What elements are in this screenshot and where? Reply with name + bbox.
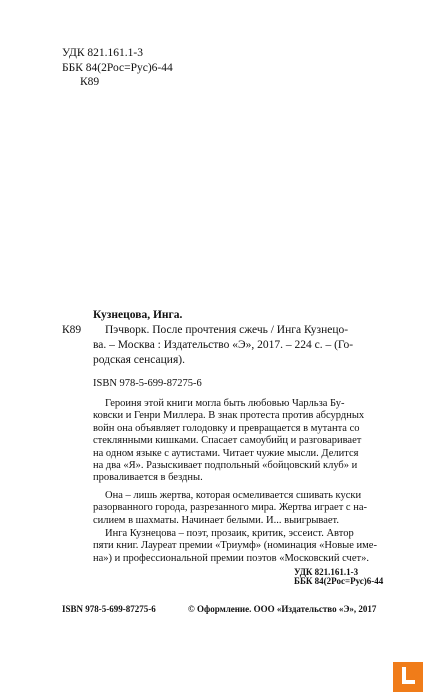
annotation-line: Инга Кузнецова – поэт, прозаик, критик, эссеист. Автор (105, 528, 354, 539)
annotation-line: Она – лишь жертва, которая осмеливается сшивать куски (105, 490, 362, 501)
udk-top: УДК 821.161.1-3 (62, 47, 143, 59)
footer-copyright: © Оформление. ООО «Издательство «Э», 2017 (188, 604, 377, 614)
annotation-line: проваливается в бездны. (93, 472, 203, 484)
footer-isbn: ISBN 978-5-699-87275-6 (62, 604, 156, 614)
annotation-line: разорванного города, разрезанного мира. Жертва играет с на- (93, 502, 367, 514)
annotation-line: на два «Я». Разыскивает подпольный «бойцовский клуб» и (93, 460, 358, 472)
annotation-line: Героиня этой книги могла быть любовью Чарльза Бу- (105, 398, 345, 409)
annotation-line: пяти книг. Лауреат премии «Триумф» (номинация «Новые име- (93, 540, 377, 552)
title-line: ва. – Москва : Издательство «Э», 2017. – 224 с. – (Го- (93, 339, 354, 351)
litres-logo-icon (393, 662, 423, 692)
udk-bottom: УДК 821.161.1-3 (294, 567, 359, 577)
title-line: Пэчворк. После прочтения сжечь / Инга Кузнецо- (105, 324, 349, 336)
card-isbn: ISBN 978-5-699-87275-6 (93, 378, 202, 389)
card-author-mark: К89 (62, 324, 82, 336)
annotation-line: на») и профессиональной премии поэтов «Московский счет». (93, 552, 369, 564)
annotation-paragraph-2 (93, 490, 405, 527)
card-author: Кузнецова, Инга. (93, 309, 183, 321)
author-mark-top: К89 (80, 76, 100, 88)
title-line: родская сенсация). (93, 354, 185, 366)
bbk-bottom: ББК 84(2Рос=Рус)6-44 (294, 576, 384, 586)
card-title-block (93, 323, 405, 368)
annotation-line: стеклянными кишками. Спасает самоубийц и разговаривает (93, 435, 362, 447)
bbk-top: ББК 84(2Рос=Рус)6-44 (62, 62, 173, 74)
annotation-line: ковски и Генри Миллера. В знак протеста против абсурдных (93, 410, 365, 422)
annotation-paragraph-3 (93, 528, 405, 565)
annotation-line: войн она объявляет голодовку и превращается в мутанта со (93, 422, 360, 434)
annotation-paragraph-1 (93, 398, 405, 485)
annotation-line: на одном языке с аутистами. Читает чужие мысли. Делится (93, 447, 359, 459)
annotation-line: силием в шахматы. Начинает белыми. И... выигрывает. (93, 514, 339, 526)
